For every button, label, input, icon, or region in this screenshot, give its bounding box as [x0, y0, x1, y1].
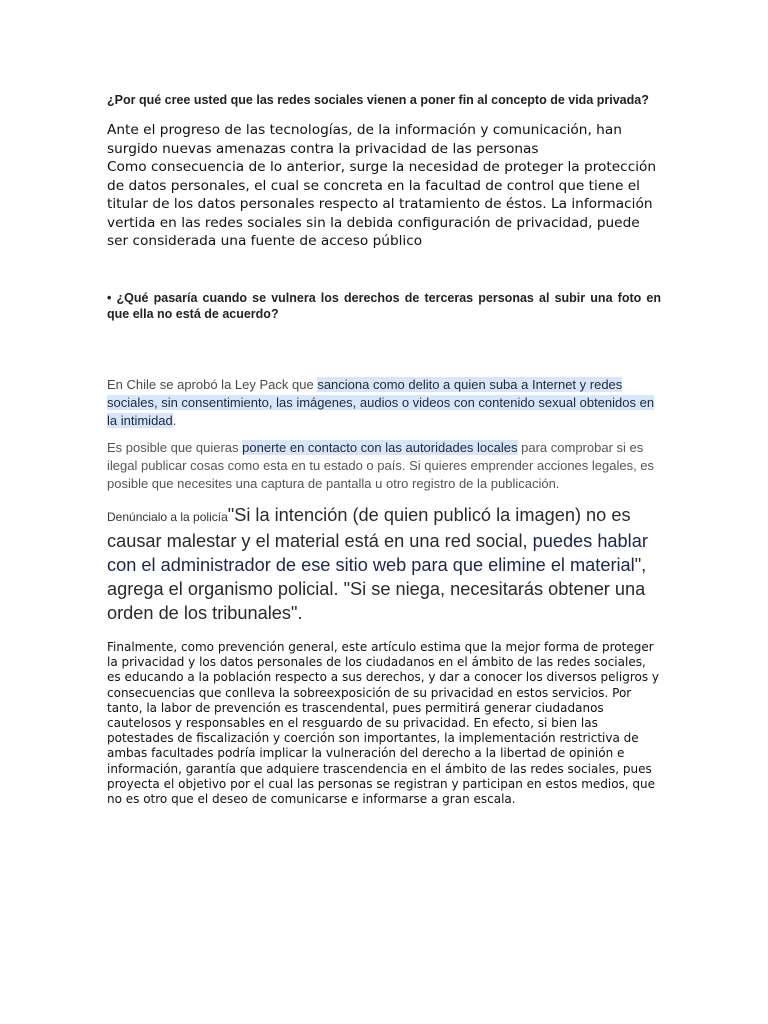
answer-paragraph-1 — [107, 121, 661, 251]
quote-lead: Denúncialo a la policía — [107, 510, 228, 524]
ley-pack-paragraph — [107, 376, 661, 430]
contact-highlight: ponerte en contacto con las autoridades locales — [242, 440, 518, 455]
contact-intro: Es posible que quieras — [107, 440, 243, 455]
quote-part-2: ", agrega el organismo policial. "Si se niega, necesitarás obtener una orden de los tribunales". — [107, 555, 647, 623]
ley-pack-highlight: sanciona como delito a quien suba a Internet y redes sociales, sin consentimiento, las imágenes, audios o videos con contenido sexual obtenidos en la intimidad — [107, 377, 655, 428]
contact-rest: para comprobar si es ilegal publicar cosas como esta en tu estado o país. Si quieres emprender acciones legales, es posible que necesites una captura de pantalla u otro registro de la publicación. — [107, 440, 655, 491]
answer-line-2: Como consecuencia de lo anterior, surge la necesidad de proteger la protección de datos personales, el cual se concreta en la facultad de control que tiene el titular de los datos personales respecto al tratamiento de éstos. La información vertida en las redes sociales sin la debida configuración de privacidad, puede ser considerada una fuente de acceso público — [107, 159, 657, 249]
question-heading-1: ¿Por qué cree usted que las redes sociales vienen a poner fin al concepto de vida privada? — [107, 93, 649, 107]
answer-line-1: Ante el progreso de las tecnologías, de la información y comunicación, han surgido nuevas amenazas contra la privacidad de las personas — [107, 122, 622, 157]
quote-part-1: "Si la intención (de quien publicó la imagen) no es causar malestar y el material está en una red social, — [107, 505, 631, 551]
ley-pack-end: . — [172, 413, 177, 428]
question-heading-2: • ¿Qué pasaría cuando se vulnera los derechos de terceras personas al subir una foto en que ella no está de acuerdo? — [107, 291, 661, 321]
quote-link-text[interactable]: puedes hablar con el administrador de ese sitio web para que elimine el material — [107, 531, 648, 575]
ley-pack-intro: En Chile se aprobó la Ley Pack que — [107, 377, 318, 392]
police-quote-paragraph — [107, 503, 661, 625]
contact-authorities-paragraph — [107, 439, 661, 493]
final-paragraph: Finalmente, como prevención general, este artículo estima que la mejor forma de proteger la privacidad y los datos personales de los ciudadanos en el ámbito de las redes sociales, es educando a la población respecto a sus derechos, y dar a conocer los diversos peligros y consecuencias que conlleva la sobreexposición de su privacidad en estos servicios. Por tanto, la labor de prevención es trascendental, pues permitirá generar ciudadanos cautelosos y responsables en el resguardo de su privacidad. En efecto, si bien las potestades de fiscalización y coerción son importantes, la implementación restrictiva de ambas facultades podría implicar la vulneración del derecho a la libertad de opinión e información, garantía que adquiere trascendencia en el ámbito de las redes sociales, pues proyecta el objetivo por el cual las personas se registran y participan en estos medios, que no es otro que el deseo de comunicarse e informarse a gran escala. — [107, 640, 659, 807]
